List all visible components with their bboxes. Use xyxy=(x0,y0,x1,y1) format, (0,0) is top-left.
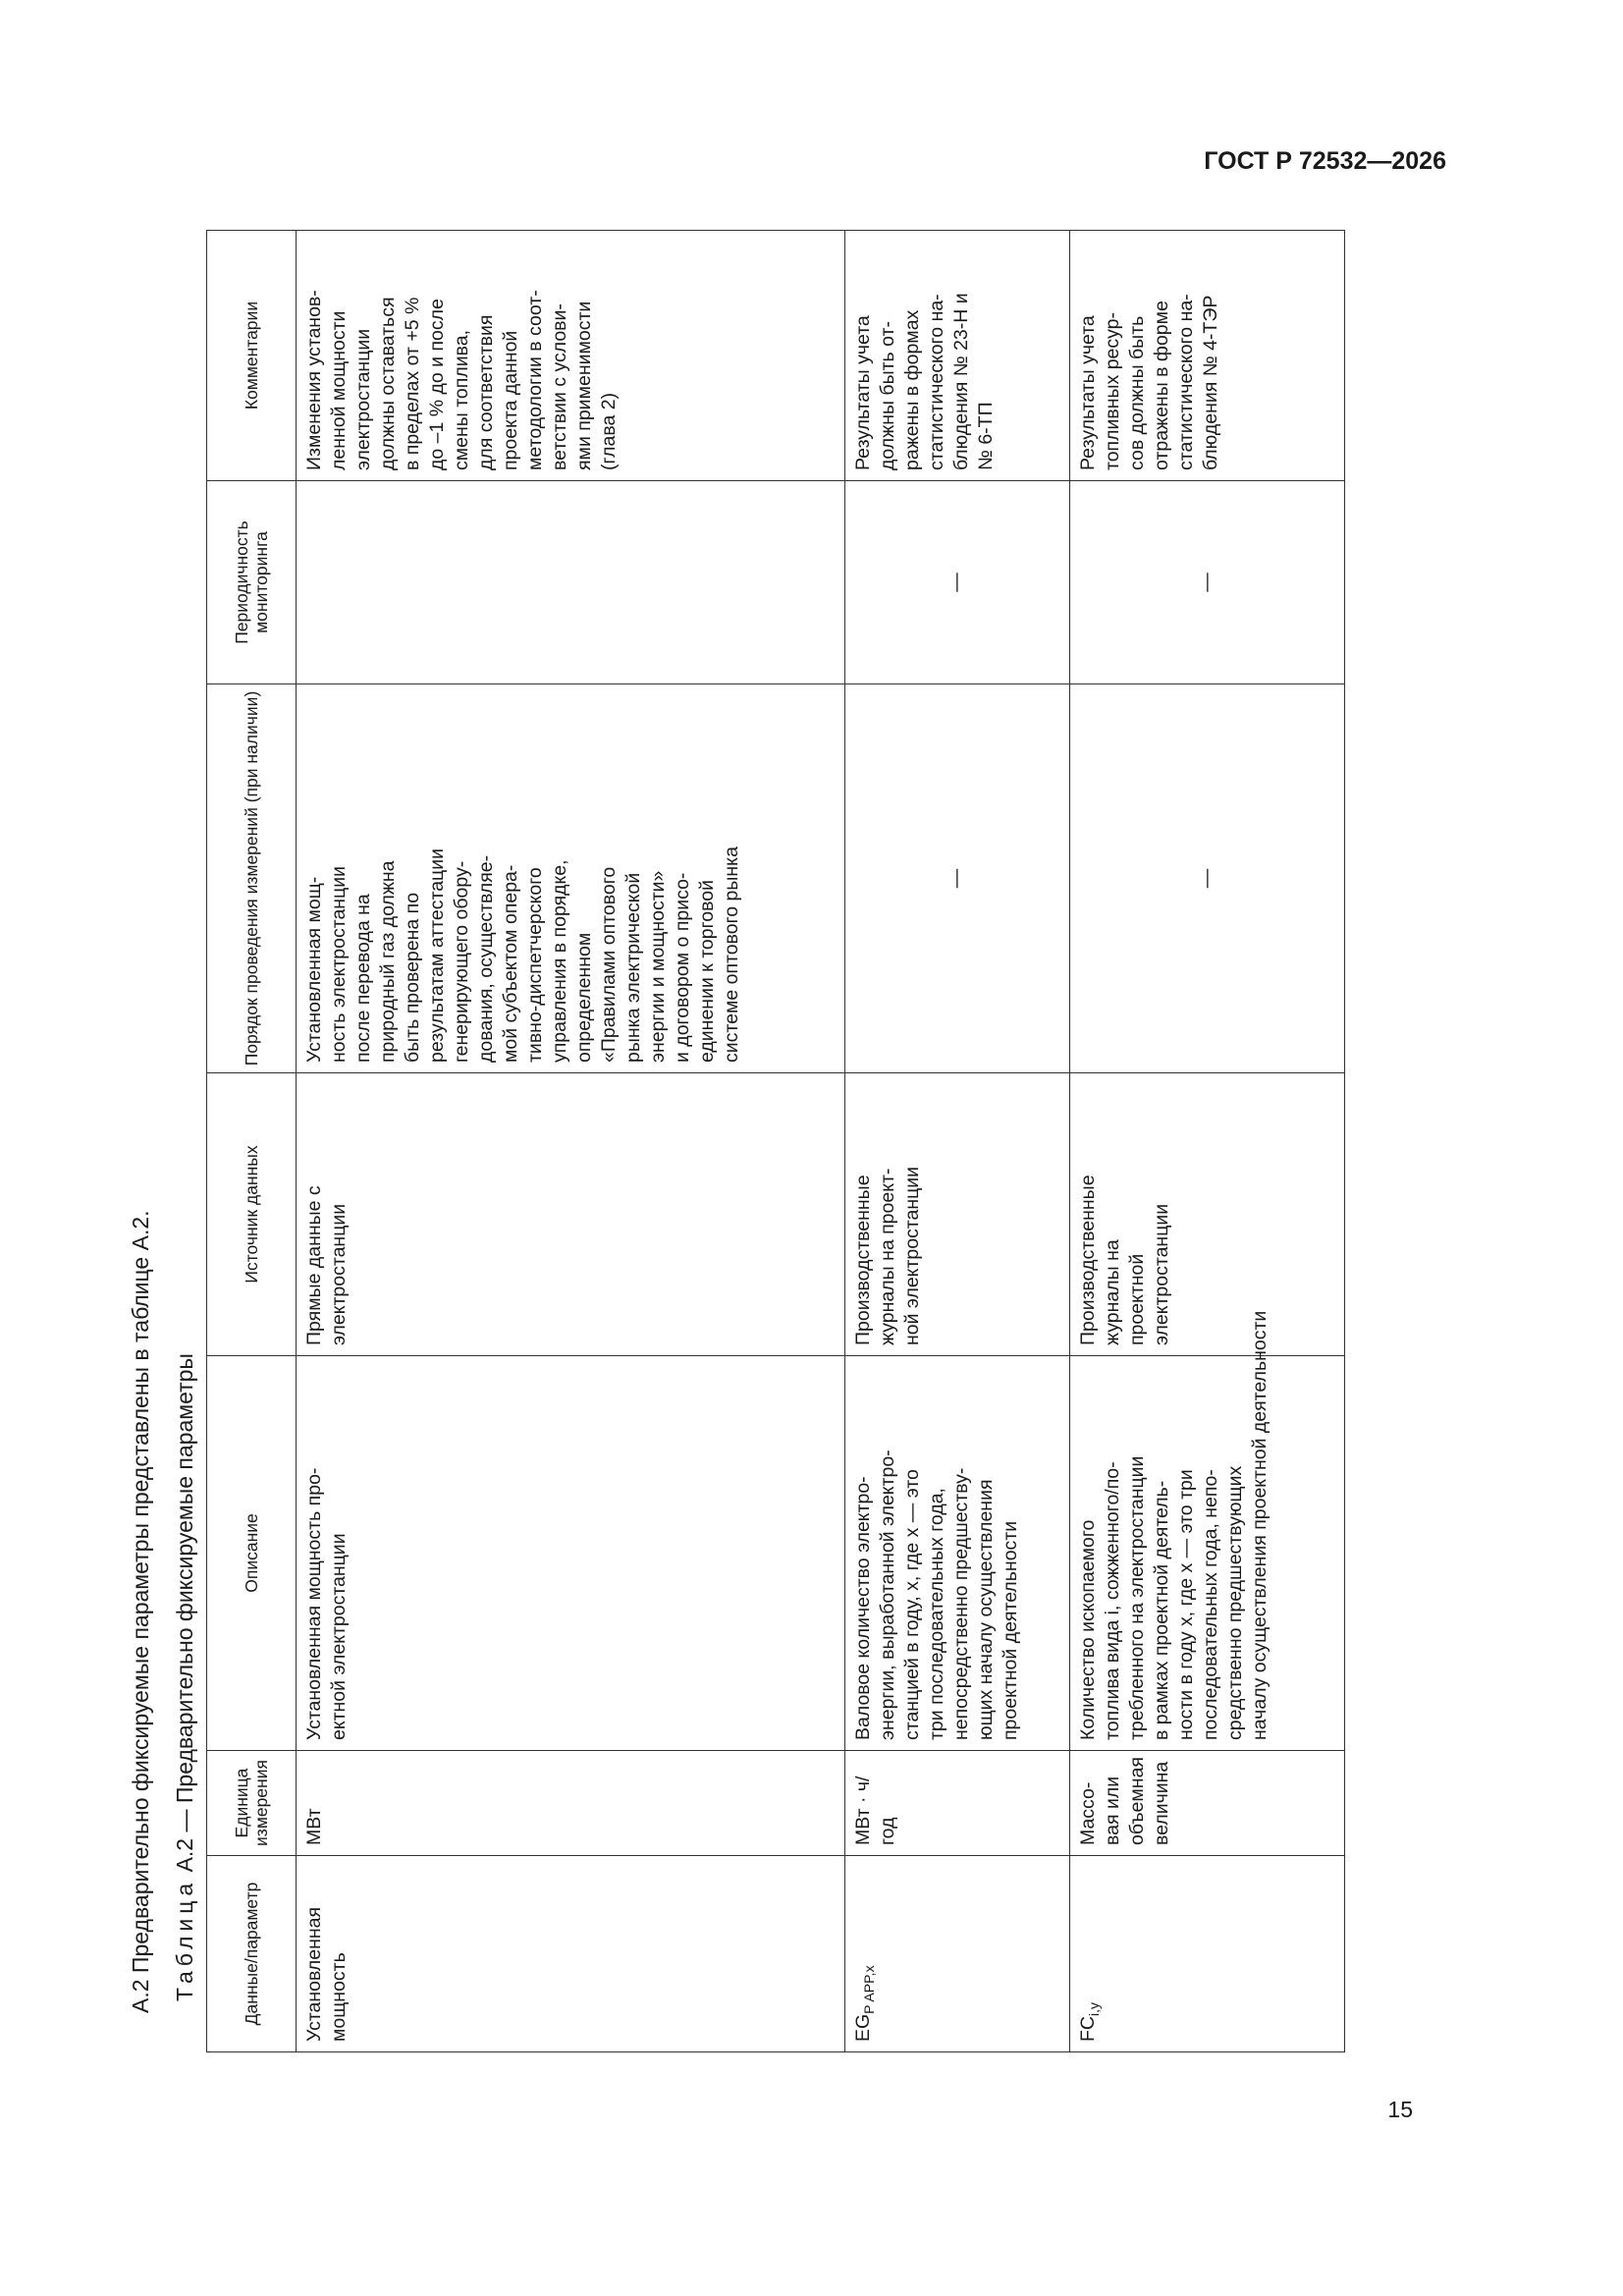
cell-line: Количество ископаемого xyxy=(1076,1519,1099,1740)
cell-line: топливных ресур- xyxy=(1101,311,1123,470)
cell-parameter xyxy=(845,1856,1070,2052)
cell-line: проектной деятельности xyxy=(1000,1520,1022,1740)
page-number: 15 xyxy=(1387,2097,1413,2122)
header-frequency: Периодичность мониторинга xyxy=(207,481,297,684)
cell-unit xyxy=(1069,1751,1344,1856)
header-source: Источник данных xyxy=(207,1073,297,1356)
cell-line: блюдения № 23-Н и xyxy=(950,293,973,470)
header-description: Описание xyxy=(207,1356,297,1751)
cell-description xyxy=(845,1356,1070,1751)
cell-line: и договором о присо- xyxy=(671,872,693,1063)
header-comments: Комментарии xyxy=(207,231,297,481)
cell-line: ражены в формах xyxy=(901,309,924,470)
cell-line: электростанции xyxy=(1150,1203,1172,1345)
cell-line: отражены в форме xyxy=(1150,301,1172,470)
table-header-row xyxy=(207,231,297,2052)
header-parameter: Данные/параметр xyxy=(207,1856,297,2052)
cell-line: Установленная мощ- xyxy=(302,876,325,1063)
param-name: Установленная мощность xyxy=(302,1906,350,2042)
cell-line: Установленная мощность про- xyxy=(302,1467,325,1740)
table-row xyxy=(296,231,844,2052)
cell-line: проектной xyxy=(1125,1253,1148,1345)
cell-line: после перевода на xyxy=(352,894,374,1063)
cell-source xyxy=(1069,1073,1344,1356)
cell-parameter xyxy=(296,1856,844,2052)
cell-line: электростанции xyxy=(352,328,374,470)
cell-line: в пределах от +5 % xyxy=(401,297,423,470)
table-row xyxy=(1069,231,1344,2052)
cell-comments xyxy=(845,231,1070,481)
cell-line: началу осуществления проектной деятельности xyxy=(1248,1310,1271,1740)
cell-line: смены топлива, xyxy=(450,330,472,470)
caption-text: А.2 — Предварительно фиксируемые параметры xyxy=(172,1353,197,1873)
cell-line: Результаты учета xyxy=(852,315,875,470)
header-procedure: Порядок проведения измерений (при наличии) xyxy=(207,684,297,1073)
cell-line: топлива вида i, сожженного/по- xyxy=(1101,1461,1123,1740)
parameters-table xyxy=(206,230,1345,2052)
cell-line: результатам аттестации xyxy=(425,848,448,1063)
cell-line: ющих началу осуществления xyxy=(975,1479,998,1740)
cell-line: Прямые данные с xyxy=(302,1185,325,1345)
cell-line: генерирующего обору- xyxy=(450,860,472,1063)
table-caption xyxy=(163,1353,206,2001)
cell-comments xyxy=(1069,231,1344,481)
cell-line: Массо- xyxy=(1076,1781,1099,1845)
cell-line: (глава 2) xyxy=(597,392,620,470)
cell-line: энергии и мощности» xyxy=(646,870,669,1063)
cell-frequency: — xyxy=(845,481,1070,684)
cell-line: Результаты учета xyxy=(1076,315,1099,470)
cell-line: журналы на проект- xyxy=(877,1168,899,1345)
cell-line: объемная xyxy=(1125,1757,1148,1845)
param-symbol: EG xyxy=(852,2013,875,2042)
cell-line: рынка электрической xyxy=(622,872,644,1063)
cell-line: единении к торговой xyxy=(695,879,718,1063)
cell-line: Производственные xyxy=(1076,1175,1099,1345)
cell-line: № 6-ТП xyxy=(975,402,998,470)
cell-line: статистического на- xyxy=(926,294,948,470)
standard-number: ГОСТ Р 72532—2026 xyxy=(1204,147,1446,175)
cell-line: ность электростанции xyxy=(327,865,350,1063)
cell-unit: МВт xyxy=(296,1751,844,1856)
cell-frequency xyxy=(296,481,844,684)
cell-line: проекта данной xyxy=(499,330,521,470)
cell-description xyxy=(296,1356,844,1751)
cell-line: ветствии с услови- xyxy=(548,303,570,470)
cell-line: ектной электростанции xyxy=(327,1533,350,1740)
cell-frequency: — xyxy=(1069,481,1344,684)
cell-line: последовательных года, непо- xyxy=(1199,1469,1221,1740)
cell-line: управления в порядке, xyxy=(548,859,570,1063)
cell-line: ями применимости xyxy=(572,301,595,470)
rotated-table-block xyxy=(118,231,1345,2052)
cell-line: Изменения установ- xyxy=(302,290,325,470)
cell-line: системе оптового рынка xyxy=(720,847,742,1063)
param-symbol: FC xyxy=(1076,2016,1099,2042)
cell-line: ной электростанции xyxy=(901,1166,924,1345)
cell-line: для соответствия xyxy=(474,314,497,470)
cell-line: тивно-диспетчерского xyxy=(523,867,546,1063)
cell-line: станцией в году, x, где x — это xyxy=(901,1469,924,1740)
cell-procedure: — xyxy=(845,684,1070,1073)
table-row xyxy=(845,231,1070,2052)
cell-line: непосредственно предшеству- xyxy=(950,1467,973,1740)
cell-line: величина xyxy=(1150,1761,1172,1845)
cell-line: в рамках проектной деятель- xyxy=(1150,1480,1172,1740)
cell-line: Производственные xyxy=(852,1175,875,1345)
cell-line: должны быть от- xyxy=(877,321,899,470)
cell-procedure xyxy=(296,684,844,1073)
cell-line: требленного на электростанции xyxy=(1125,1455,1148,1740)
cell-procedure: — xyxy=(1069,684,1344,1073)
cell-line: ности в году x, где x — это три xyxy=(1174,1469,1197,1740)
cell-line: методологии в соот- xyxy=(523,290,546,470)
cell-line: дования, осуществляе- xyxy=(474,854,497,1063)
cell-parameter xyxy=(1069,1856,1344,2052)
cell-line: энергии, выработанной электро- xyxy=(877,1449,899,1740)
cell-line: вая или xyxy=(1101,1776,1123,1845)
cell-source xyxy=(296,1073,844,1356)
cell-line: Валовое количество электро- xyxy=(852,1476,875,1740)
intro-paragraph: А.2 Предварительно фиксируемые параметры представлены в таблице А.2. xyxy=(128,1210,153,2013)
cell-line: блюдения № 4-ТЭР xyxy=(1199,295,1221,470)
cell-line: до –1 % до и после xyxy=(425,299,448,470)
cell-line: средственно предшествующих xyxy=(1223,1465,1246,1740)
cell-line: «Правилами оптового xyxy=(597,866,620,1063)
cell-line: три последовательных года, xyxy=(926,1488,948,1740)
cell-source xyxy=(845,1073,1070,1356)
caption-prefix: Таблица xyxy=(172,1878,197,2001)
cell-line: должны оставаться xyxy=(376,297,399,470)
param-subscript: P APP,x xyxy=(860,1965,877,2014)
cell-line: статистического на- xyxy=(1174,294,1197,470)
cell-line: сов должны быть xyxy=(1125,315,1148,470)
param-subscript: i,y xyxy=(1085,2001,1102,2016)
cell-line: мой субъектом опера- xyxy=(499,864,521,1063)
cell-line: электростанции xyxy=(327,1203,350,1345)
cell-unit: МВт · ч/год xyxy=(845,1751,1070,1856)
cell-line: журналы на xyxy=(1101,1239,1123,1345)
header-unit: Единица измерения xyxy=(207,1751,297,1856)
cell-line: определенном xyxy=(572,932,595,1063)
cell-comments xyxy=(296,231,844,481)
cell-description xyxy=(1069,1310,1344,1751)
cell-line: быть проверена по xyxy=(401,892,423,1063)
cell-line: ленной мощности xyxy=(327,310,350,470)
cell-line: природный газ должна xyxy=(376,860,399,1063)
